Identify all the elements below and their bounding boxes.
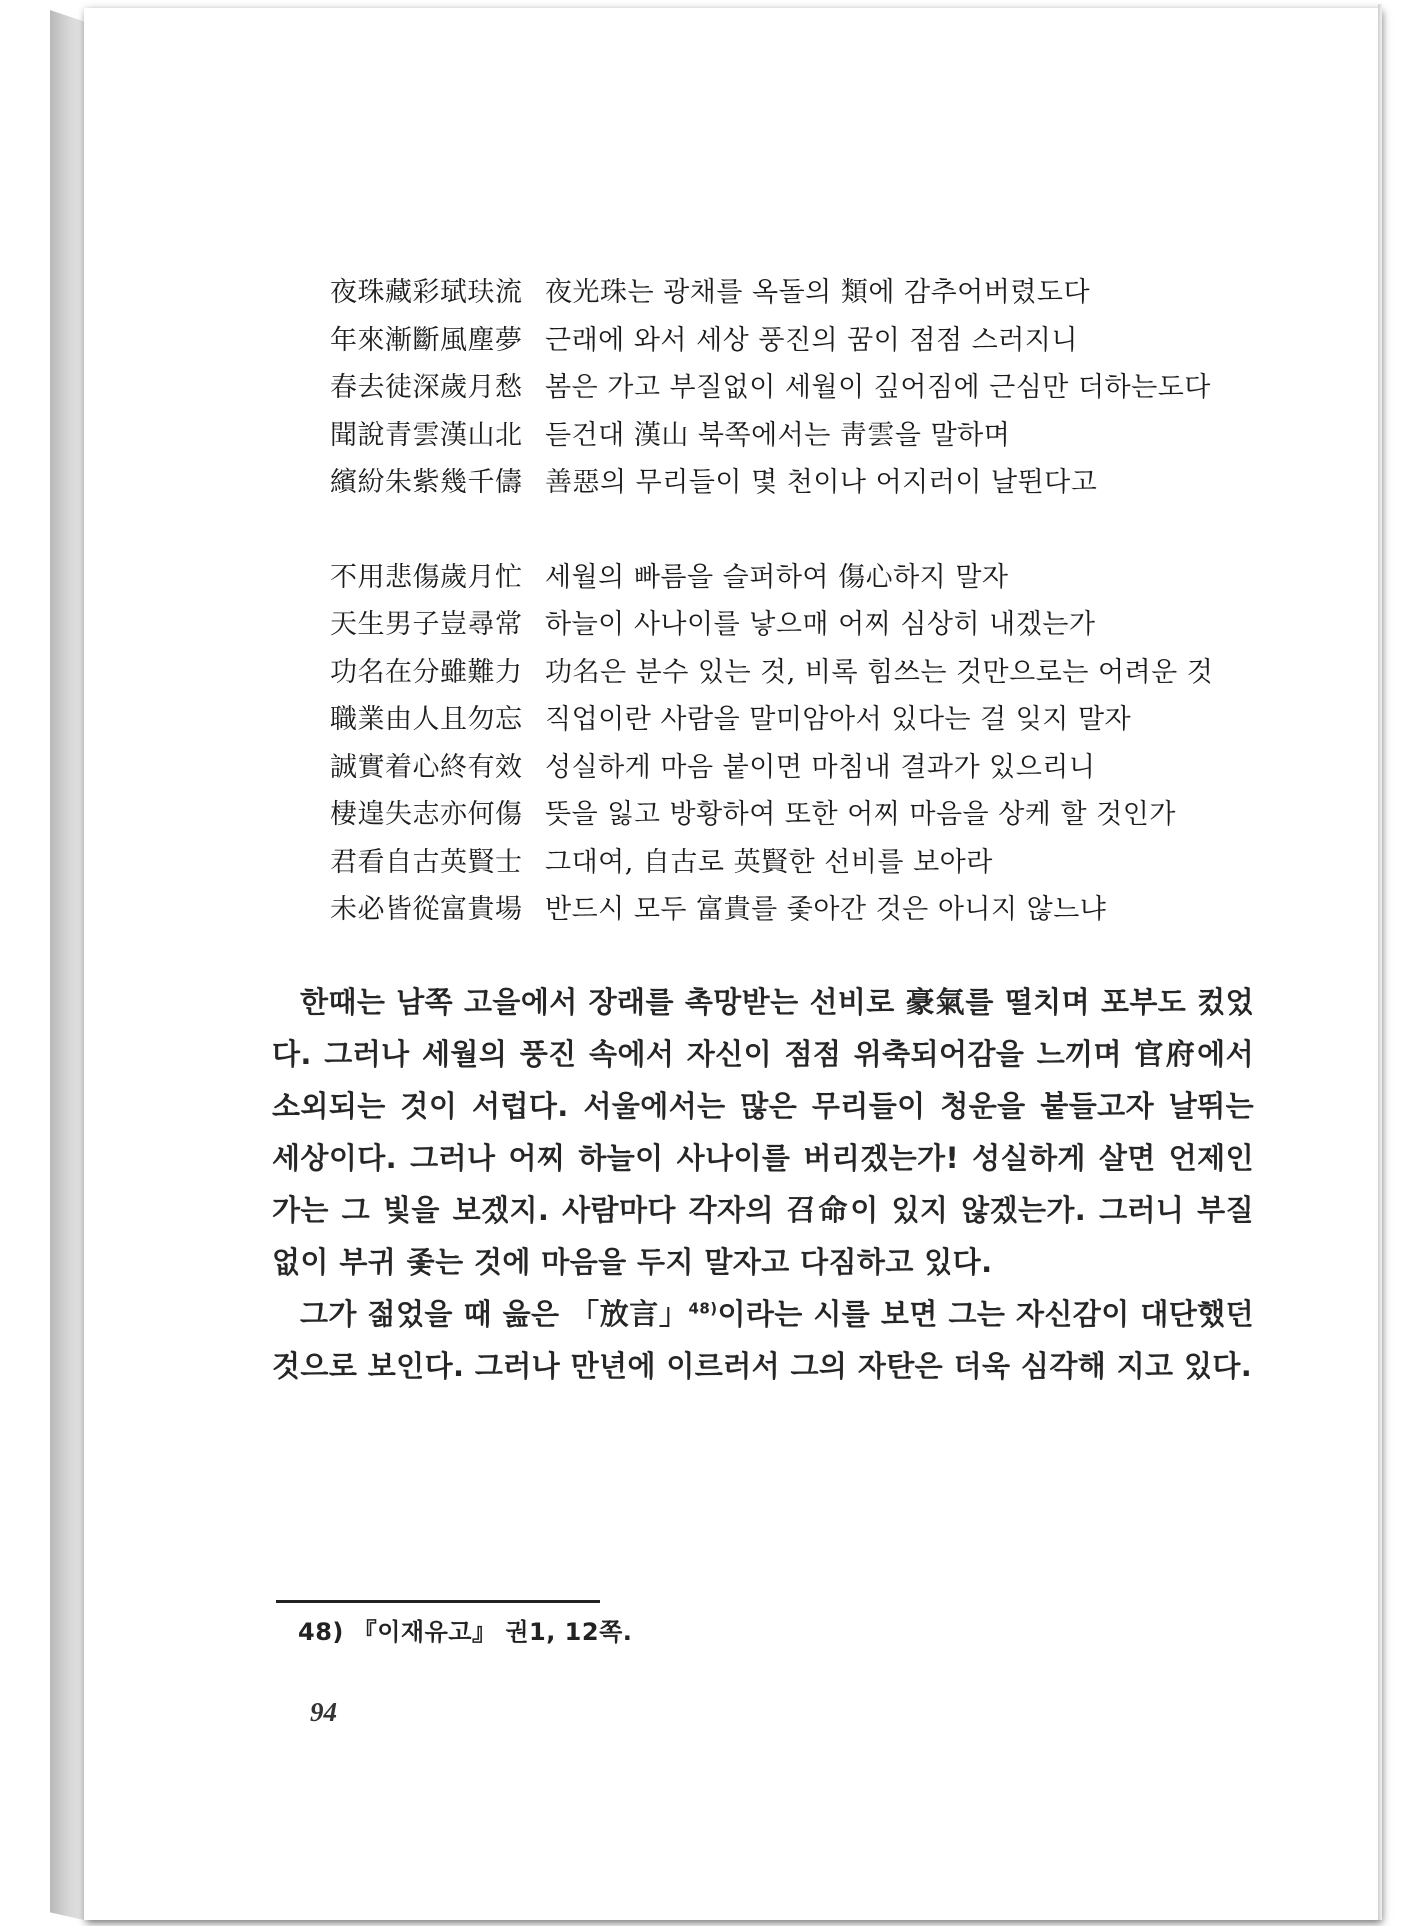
poem-translation: 반드시 모두 富貴를 좇아간 것은 아니지 않느냐: [545, 894, 1107, 926]
poem-translation: 성실하게 마음 붙이면 마침내 결과가 있으리니: [545, 751, 1096, 783]
paragraph-2-text-after: 이라는 시를 보면 그는 자신감이 대단했던 것으로 보인다. 그러나 만년에 이르러서 그의 자탄은 더욱 심각해 지고 있다.: [272, 1297, 1254, 1383]
poem-line: [330, 836, 1213, 884]
poem-block: [330, 266, 1213, 931]
poem-hanja: 誠實着心終有效: [330, 751, 523, 783]
poem-line: [330, 266, 1213, 314]
page-stack-edge: [50, 10, 84, 1920]
poem-line: [330, 741, 1213, 789]
poem-translation: 듣건대 漢山 북쪽에서는 靑雲을 말하며: [545, 419, 1011, 451]
poem-line: [330, 883, 1213, 931]
poem-hanja: 功名在分雖難力: [330, 656, 523, 688]
poem-translation: 하늘이 사나이를 낳으매 어찌 심상히 내겠는가: [545, 609, 1096, 641]
poem-hanja: 不用悲傷歲月忙: [330, 561, 523, 593]
poem-line: [330, 456, 1213, 504]
poem-line: [330, 788, 1213, 836]
poem-translation: 그대여, 自古로 英賢한 선비를 보아라: [545, 846, 993, 878]
poem-hanja: 春去徒深歲月愁: [330, 372, 523, 404]
footnote: 48) 『이재유고』 권1, 12쪽.: [298, 1618, 633, 1646]
poem-line: [330, 551, 1213, 599]
poem-line: [330, 598, 1213, 646]
poem-hanja: 未必皆從富貴場: [330, 894, 523, 926]
page-number: 94: [310, 1697, 337, 1727]
poem-hanja: 職業由人且勿忘: [330, 704, 523, 736]
poem-translation: 뜻을 잃고 방황하여 또한 어찌 마음을 상케 할 것인가: [545, 799, 1176, 831]
poem-stanza-2: [330, 551, 1213, 931]
poem-translation: 근래에 와서 세상 풍진의 꿈이 점점 스러지니: [545, 324, 1078, 356]
poem-hanja: 聞說青雲漢山北: [330, 419, 523, 451]
poem-translation: 善惡의 무리들이 몇 천이나 어지러이 날뛴다고: [545, 467, 1098, 499]
poem-line: [330, 693, 1213, 741]
poem-translation: 직업이란 사람을 말미암아서 있다는 걸 잊지 말자: [545, 704, 1132, 736]
footnote-reference: 48): [688, 1299, 718, 1318]
poem-hanja: 年來漸斷風塵夢: [330, 324, 523, 356]
poem-line: [330, 409, 1213, 457]
paragraph-1: 한때는 남쪽 고을에서 장래를 촉망받는 선비로 豪氣를 떨치며 포부도 컸었다. 그러나 세월의 풍진 속에서 자신이 점점 위축되어감을 느끼며 官府에서 소외되는 것이 서럽다. 서울에서는 많은 무리들이 청운을 붙들고자 날뛰는 세상이다. 그러나 어찌 하늘이 사나이를 버리겠는가! 성실하게 살면 언제인가는 그 빛을 보겠지. 사람마다 각자의 召命이 있지 않겠는가. 그러니 부질없이 부귀 좇는 것에 마음을 두지 말자고 다짐하고 있다.: [272, 985, 1254, 1279]
paragraph-2: [272, 1288, 1254, 1392]
poem-translation: 세월의 빠름을 슬퍼하여 傷心하지 말자: [545, 561, 1009, 593]
poem-translation: 功名은 분수 있는 것, 비록 힘쓰는 것만으로는 어려운 것: [545, 656, 1214, 688]
body-text: [272, 976, 1254, 1392]
poem-line: [330, 646, 1213, 694]
poem-line: [330, 361, 1213, 409]
poem-stanza-1: [330, 266, 1213, 504]
poem-hanja: 夜珠藏彩珷玞流: [330, 277, 523, 309]
poem-translation: 夜光珠는 광채를 옥돌의 類에 감추어버렸도다: [545, 277, 1091, 309]
paragraph-2-text-before: 그가 젊었을 때 읊은 「放言」: [300, 1297, 689, 1331]
footnote-divider: [276, 1600, 600, 1603]
page-right-edge: [1378, 4, 1382, 1920]
poem-translation: 봄은 가고 부질없이 세월이 깊어짐에 근심만 더하는도다: [545, 372, 1211, 404]
poem-hanja: 棲遑失志亦何傷: [330, 799, 523, 831]
poem-line: [330, 314, 1213, 362]
poem-hanja: 繽紛朱紫幾千儔: [330, 467, 523, 499]
poem-hanja: 君看自古英賢士: [330, 846, 523, 878]
poem-hanja: 天生男子豈尋常: [330, 609, 523, 641]
